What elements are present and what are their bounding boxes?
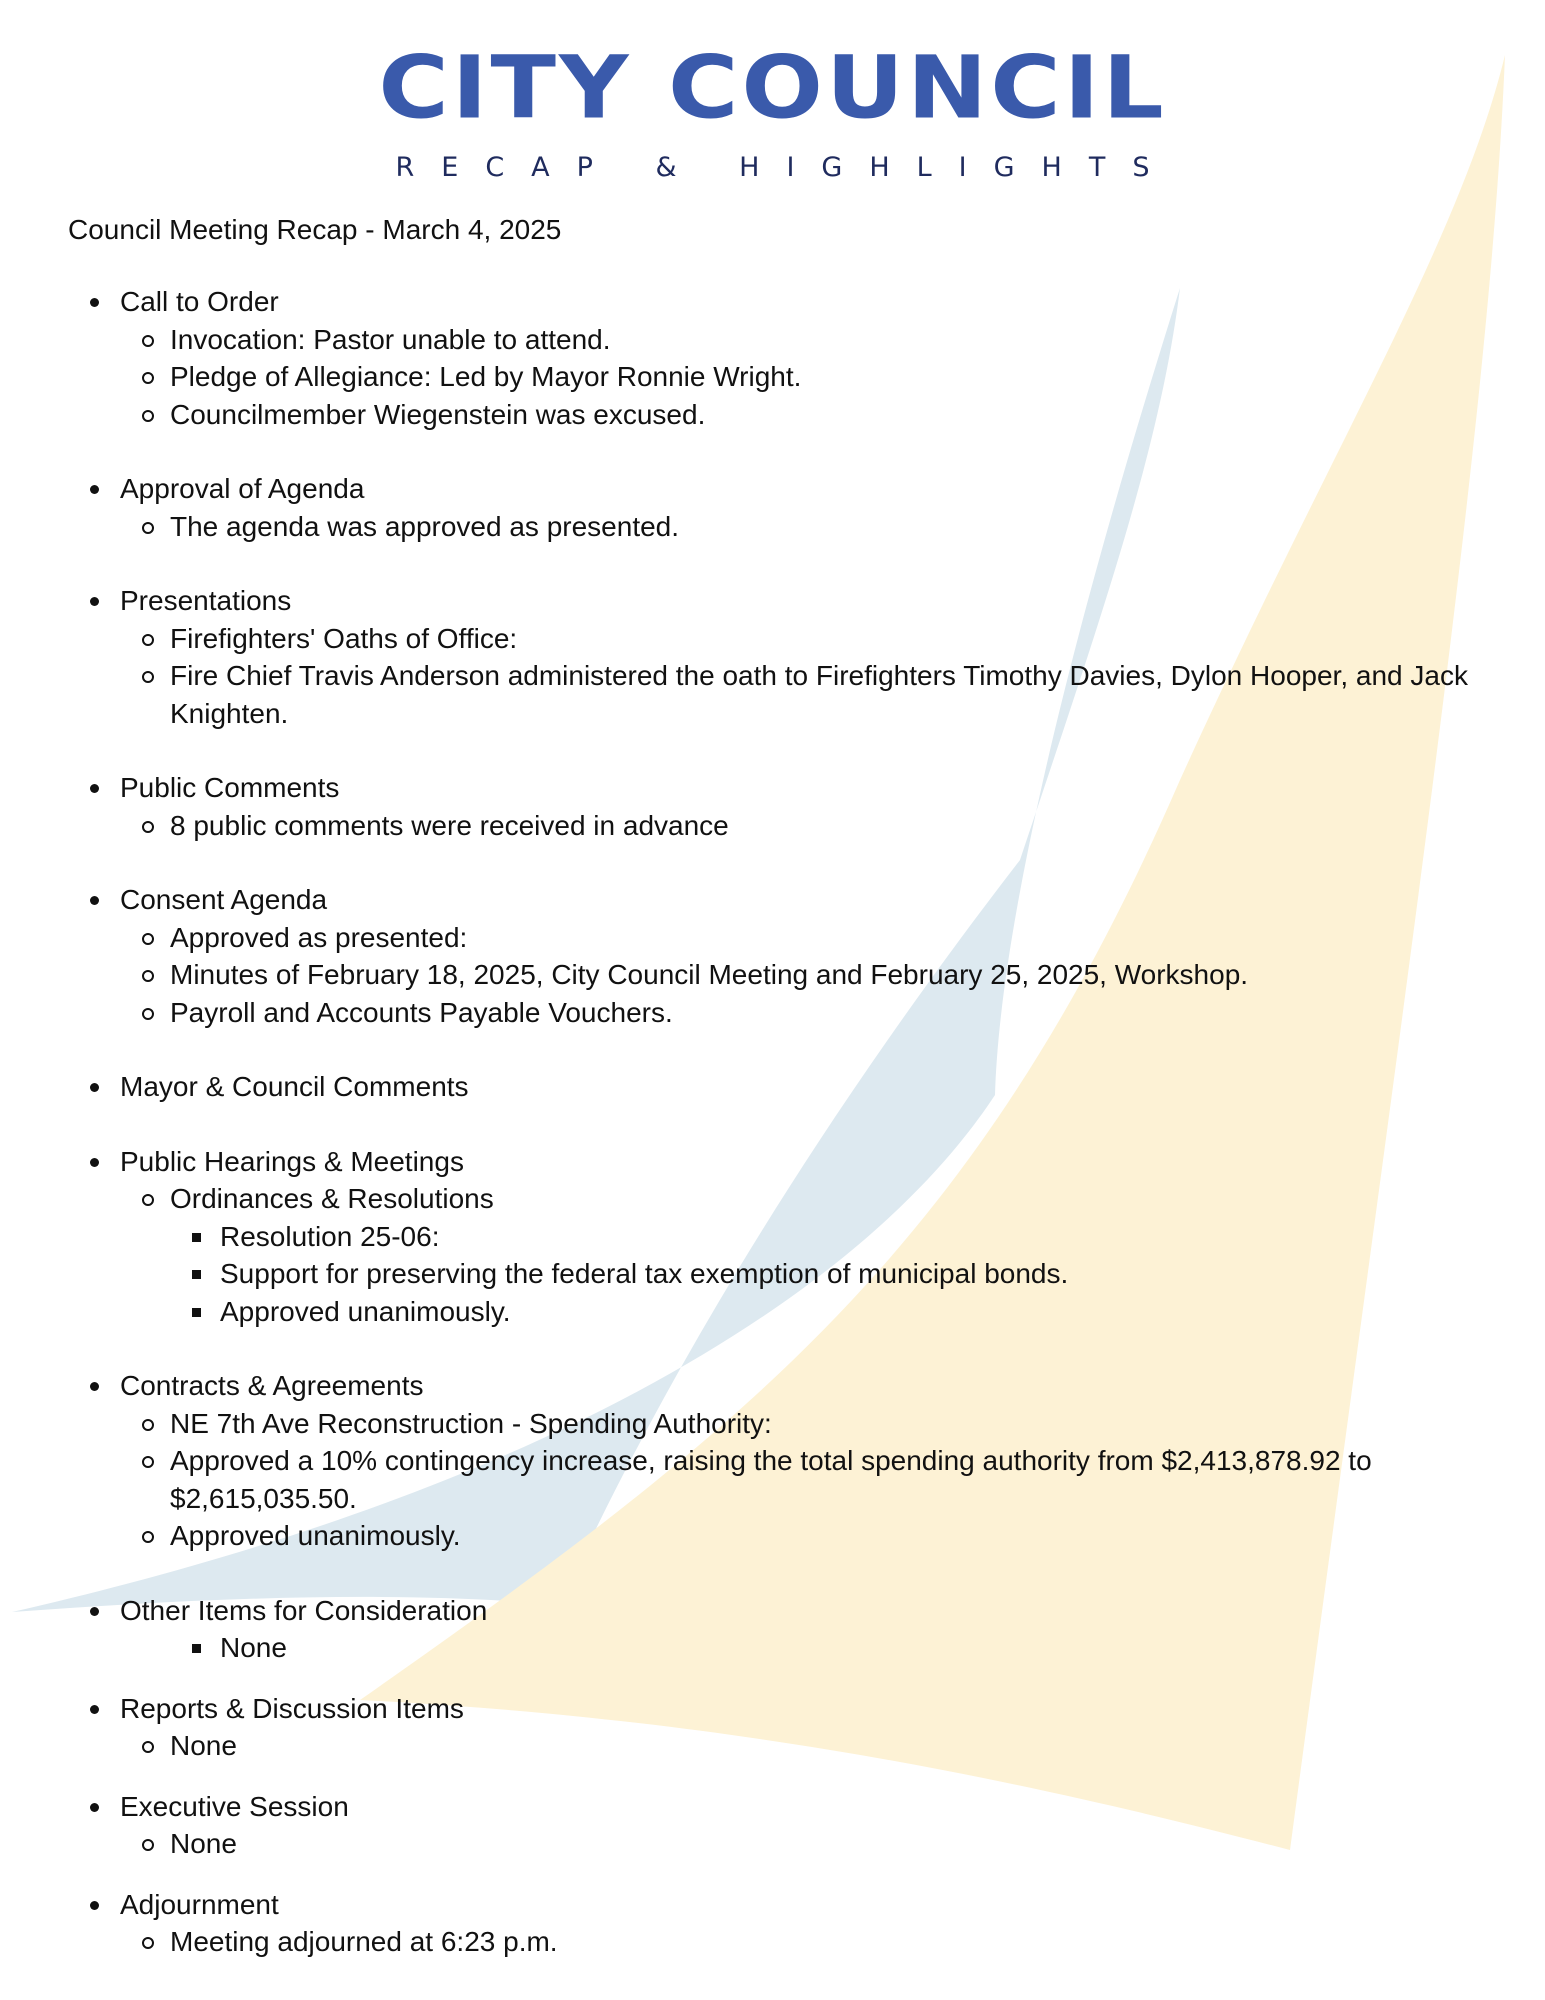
agenda-section (68, 283, 1478, 433)
list-item-text: Invocation: Pastor unable to attend. (170, 323, 611, 355)
list-item-text: Meeting adjourned at 6:23 p.m. (170, 1926, 558, 1957)
circle-bullet-icon (142, 1456, 154, 1468)
agenda-section (68, 470, 1478, 545)
bullet-icon (90, 784, 99, 793)
list-item (120, 1825, 1478, 1863)
circle-bullet-icon (142, 1741, 154, 1753)
circle-bullet-icon (142, 634, 154, 646)
bullet-icon (90, 485, 99, 494)
list-item (170, 1218, 1478, 1256)
bullet-icon (90, 1158, 99, 1167)
section-heading: Approval of Agenda (120, 473, 365, 504)
circle-bullet-icon (142, 1937, 154, 1949)
list-item (120, 1405, 1478, 1443)
circle-bullet-icon (142, 410, 154, 422)
list-item (120, 620, 1478, 658)
list-item-text: Ordinances & Resolutions (170, 1183, 494, 1214)
list-item (120, 358, 1478, 396)
sub-list (120, 1180, 1478, 1330)
list-item (120, 321, 1478, 359)
section-heading: Mayor & Council Comments (120, 1071, 469, 1102)
list-item (120, 1727, 1478, 1765)
agenda-list (68, 283, 1478, 1961)
circle-bullet-icon (142, 821, 154, 833)
agenda-section (68, 1886, 1478, 1961)
list-item-text: NE 7th Ave Reconstruction - Spending Authority: (170, 1407, 772, 1439)
list-item (170, 1255, 1478, 1293)
list-item (170, 1293, 1478, 1331)
list-item (120, 657, 1478, 732)
list-item (120, 396, 1478, 434)
list-item-text: Resolution 25-06: (220, 1220, 440, 1252)
bullet-icon (90, 896, 99, 905)
agenda-section (68, 1592, 1478, 1667)
list-item-text: Approved unanimously. (220, 1295, 511, 1327)
sub-list (120, 321, 1478, 434)
bullet-icon (90, 1083, 99, 1092)
sub-list (120, 1825, 1478, 1863)
list-item-text: Firefighters' Oaths of Office: (170, 622, 518, 654)
circle-bullet-icon (142, 1008, 154, 1020)
agenda-section (68, 881, 1478, 1031)
agenda-section (68, 769, 1478, 844)
bullet-icon (90, 1705, 99, 1714)
square-bullet-icon (192, 1644, 201, 1653)
agenda-section (68, 1367, 1478, 1555)
page-title: CITY COUNCIL (378, 37, 1167, 139)
circle-bullet-icon (142, 1419, 154, 1431)
bullet-icon (90, 597, 99, 606)
circle-bullet-icon (142, 970, 154, 982)
list-item-text: None (170, 1828, 237, 1859)
circle-bullet-icon (142, 933, 154, 945)
list-item-text: Payroll and Accounts Payable Vouchers. (170, 996, 673, 1028)
agenda-section (68, 582, 1478, 732)
circle-bullet-icon (142, 1531, 154, 1543)
bullet-icon (90, 1382, 99, 1391)
circle-bullet-icon (142, 522, 154, 534)
agenda-section (68, 1788, 1478, 1863)
list-item (120, 919, 1478, 957)
section-heading: Presentations (120, 585, 292, 616)
sub-list (120, 807, 1478, 845)
list-item-text: Minutes of February 18, 2025, City Council Meeting and February 25, 2025, Workshop. (170, 959, 1249, 990)
bullet-icon (90, 298, 99, 307)
sub-list (120, 1727, 1478, 1765)
list-item-text: 8 public comments were received in advance (170, 809, 729, 841)
list-item-text: Councilmember Wiegenstein was excused. (170, 398, 706, 430)
list-item-text: Pledge of Allegiance: Led by Mayor Ronnie Wright. (170, 361, 802, 392)
list-item-text: Approved a 10% contingency increase, raising the total spending authority from $2,413,878.92 to $2,615,035.50. (170, 1445, 1372, 1514)
list-item (120, 956, 1478, 994)
list-item (120, 807, 1478, 845)
section-heading: Executive Session (120, 1790, 349, 1822)
sub-list (120, 1923, 1478, 1961)
sub-list (120, 919, 1478, 1032)
list-item (120, 1923, 1478, 1961)
section-heading: Reports & Discussion Items (120, 1692, 464, 1724)
square-bullet-icon (192, 1233, 201, 1242)
list-item-text: Fire Chief Travis Anderson administered the oath to Firefighters Timothy Davies, Dylon Hooper, and Jack Knighten. (170, 660, 1468, 729)
agenda-section (68, 1143, 1478, 1331)
square-bullet-icon (192, 1270, 201, 1279)
list-item-text: Approved unanimously. (170, 1520, 461, 1551)
bullet-icon (90, 1607, 99, 1616)
circle-bullet-icon (142, 1194, 154, 1206)
sub-list (120, 508, 1478, 546)
circle-bullet-icon (142, 1839, 154, 1851)
circle-bullet-icon (142, 372, 154, 384)
list-item (120, 1180, 1478, 1330)
list-item (120, 508, 1478, 546)
bullet-icon (90, 1901, 99, 1910)
agenda-section (68, 1690, 1478, 1765)
section-heading: Call to Order (120, 286, 279, 317)
list-item (120, 1629, 1478, 1667)
section-heading: Contracts & Agreements (120, 1370, 424, 1401)
section-heading: Public Comments (120, 772, 340, 803)
circle-bullet-icon (142, 335, 154, 347)
recap-title: Council Meeting Recap - March 4, 2025 (68, 214, 562, 245)
sub-list (120, 620, 1478, 733)
section-heading: Adjournment (120, 1888, 279, 1920)
section-heading: Other Items for Consideration (120, 1594, 488, 1626)
sub-list (120, 1405, 1478, 1555)
circle-bullet-icon (142, 671, 154, 683)
bullet-icon (90, 1803, 99, 1812)
list-item-text: Support for preserving the federal tax exemption of municipal bonds. (220, 1258, 1069, 1289)
deep-sub-list (120, 1629, 1478, 1667)
list-item-text: None (220, 1632, 287, 1663)
list-item-text: Approved as presented: (170, 921, 468, 953)
list-item (120, 994, 1478, 1032)
square-bullet-icon (192, 1308, 201, 1317)
section-heading: Public Hearings & Meetings (120, 1145, 464, 1177)
page-subtitle: RECAP & HIGHLIGHTS (395, 152, 1177, 183)
list-item-text: The agenda was approved as presented. (170, 510, 680, 542)
agenda-section (68, 1068, 1478, 1106)
section-heading: Consent Agenda (120, 884, 328, 915)
list-item (120, 1442, 1478, 1517)
list-item-text: None (170, 1730, 237, 1761)
list-item (120, 1517, 1478, 1555)
nested-sub-list (170, 1218, 1478, 1331)
